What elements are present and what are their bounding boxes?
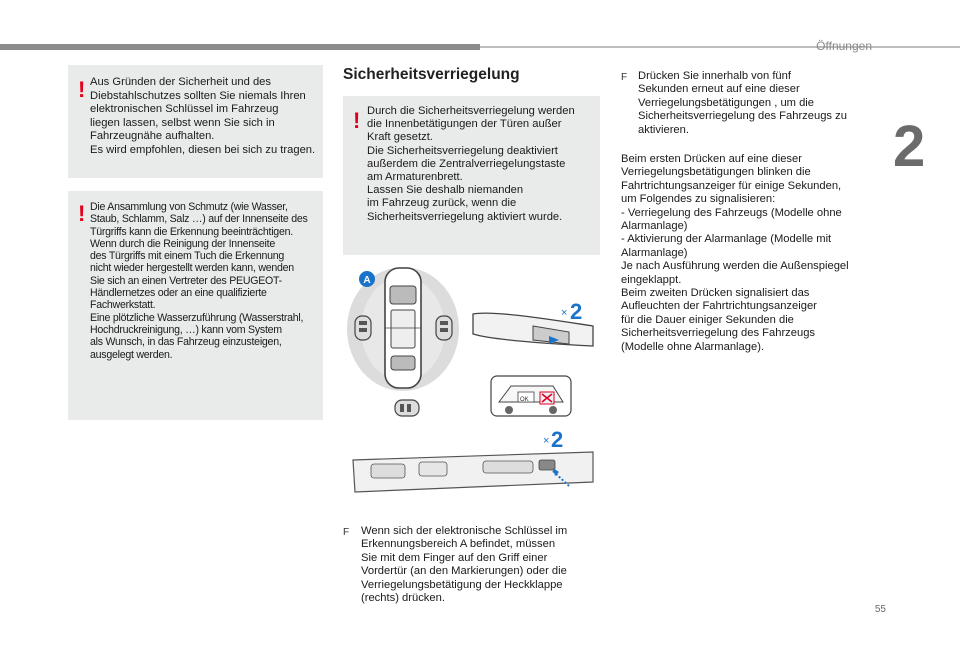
car-side-view-icon	[491, 376, 571, 416]
multiplier-label: 2	[570, 299, 583, 324]
bullet-icon: F	[621, 72, 628, 83]
multiplier-label: 2	[551, 427, 564, 452]
header-rule	[0, 44, 480, 50]
key-fob-icon	[436, 316, 452, 340]
key-fob-icon	[355, 316, 371, 340]
warning-box-deadlocking	[343, 96, 600, 255]
warning-exclamation-icon: !	[78, 201, 86, 226]
warning-exclamation-icon: !	[353, 108, 361, 133]
chapter-number: 2	[893, 114, 926, 179]
warning-box-key-safety	[68, 65, 323, 178]
car-top-view-icon	[385, 268, 421, 388]
ok-label: OK	[520, 397, 529, 403]
chapter-title: Öffnungen	[816, 39, 872, 53]
tailgate-icon	[353, 452, 593, 492]
description-paragraph: Beim ersten Drücken auf eine dieser Verriegelungsbetätigungen blinken die Fahrtrichtungsanzeiger für einige Sekunden, um Folgendes zu signalisieren: - Verriegelung des Fahrzeugs (Modelle ohne Alarmanlage) - Aktivierung der Alarmanlage (Modelle mit Alarmanlage) Je nach Ausführung werden die Außenspiegel eingeklappt. Beim zweiten Drücken signalisiert das Aufleuchten der Fahrtrichtungsanzeiger für die Dauer einiger Sekunden die Sicherheitsverriegelung des Fahrzeugs (Modelle ohne Alarmanlage).	[621, 153, 849, 353]
deadlocking-illustration	[343, 264, 605, 524]
warning-text: Die Ansammlung von Schmutz (wie Wasser, Staub, Schlamm, Salz …) auf der Innenseite des Türgriffs kann die Erkennung beeinträchtigen. Wenn durch die Reinigung der Innenseite des Türgriffs mit einem Tuch die Erkennung nicht wieder hergestellt werden kann, wenden Sie sich an einen Vertreter des PEUGEOT- Händlernetzes oder an eine qualifizierte Fachwerkstatt. Eine plötzliche Wasserzuführung (Wasserstrahl, Hochdruckreinigung, …) kann vom System als Wunsch, in das Fahrzeug einzusteigen, ausgelegt werden.	[90, 201, 308, 361]
warning-text: Durch die Sicherheitsverriegelung werden die Innenbetätigungen der Türen außer Kraft gesetzt. Die Sicherheitsverriegelung deaktiviert außerdem die Zentralverriegelungstaste am Armaturenbrett. Lassen Sie deshalb niemanden im Fahrzeug zurück, wenn die Sicherheitsverriegelung aktiviert wurde.	[367, 105, 575, 223]
zone-label: A	[363, 275, 371, 286]
warning-text: Aus Gründen der Sicherheit und des Diebstahlschutzes sollten Sie niemals Ihren elektronischen Schlüssel im Fahrzeug liegen lassen, selbst wenn Sie sich in Fahrzeugnähe aufhalten. Es wird empfohlen, diesen bei sich zu tragen.	[90, 76, 316, 156]
bullet-icon: F	[343, 527, 350, 538]
warning-exclamation-icon: !	[78, 77, 86, 102]
section-title: Sicherheitsverriegelung	[343, 66, 520, 83]
times-icon: ×	[543, 435, 550, 447]
step-text: Wenn sich der elektronische Schlüssel im Erkennungsbereich A befindet, müssen Sie mit dem Finger auf den Griff einer Vordertür (an den Markierungen) oder die Verriegelungsbetätigung der Heckklappe (rechts) drücken.	[361, 525, 568, 605]
page-number: 55	[874, 604, 886, 615]
step-text: Drücken Sie innerhalb von fünf Sekunden erneut auf eine dieser Verriegelungsbetätigungen , um die Sicherheitsverriegelung des Fahrzeugs zu aktivieren.	[638, 70, 847, 136]
key-fob-icon	[395, 400, 419, 416]
times-icon: ×	[561, 307, 568, 319]
warning-box-dirt	[68, 191, 323, 420]
header-rule-thin	[480, 46, 960, 48]
